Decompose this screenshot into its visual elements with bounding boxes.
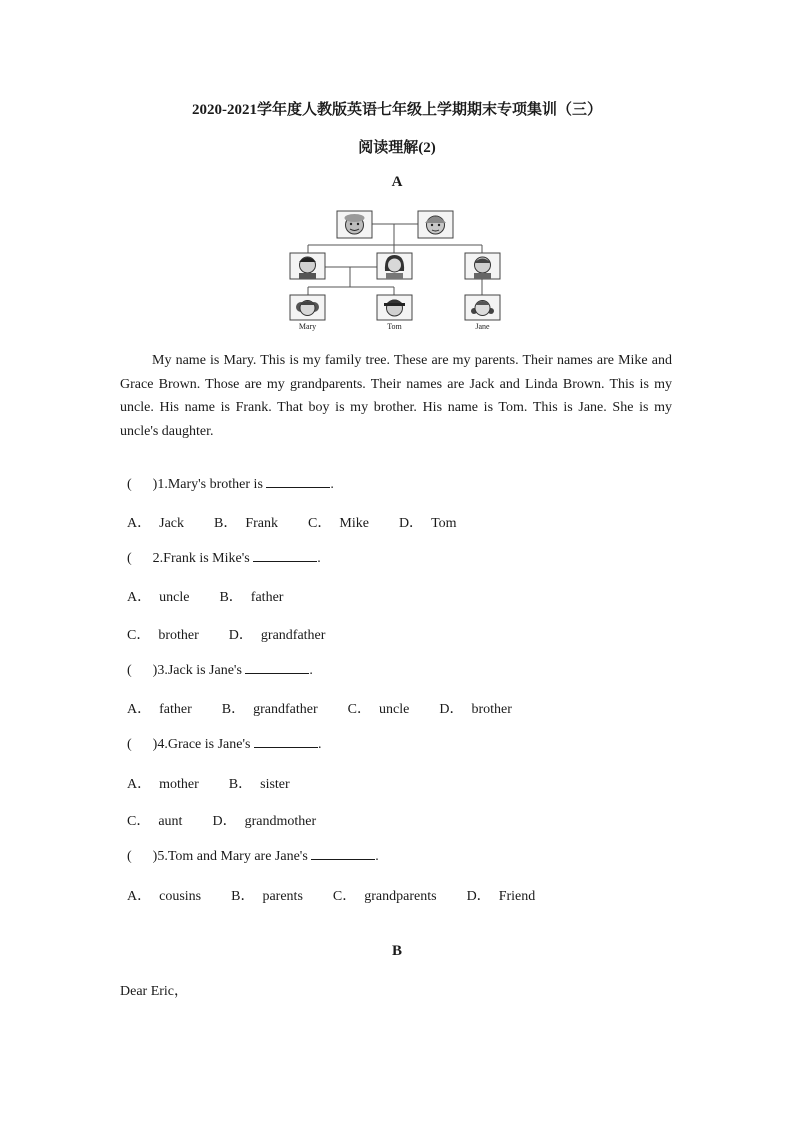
answer-bracket[interactable]: ( )	[127, 477, 158, 492]
question-3	[120, 645, 313, 679]
passage-text: My name is Mary. This is my family tree. These are my parents. Their names are Mike and Grace Brown. Those are my grandparents. Their names are Jack and Linda Brown. This is my uncle. His name is Frank. That boy is my brother. His name is Tom. This is Jane. She is my uncle's daughter.	[120, 353, 672, 439]
answer-bracket[interactable]: ( )	[127, 849, 158, 864]
option-d[interactable]: D． Tom	[398, 516, 457, 531]
option-b[interactable]: B． sister	[228, 777, 290, 792]
question-2	[120, 533, 321, 567]
section-b-heading: B	[391, 943, 402, 959]
option-c[interactable]: C． brother	[127, 628, 199, 643]
grandmother-portrait	[418, 211, 453, 238]
question-1-options	[120, 496, 487, 532]
answer-bracket[interactable]: (	[127, 551, 153, 566]
tree-label-jane: Jane	[475, 322, 490, 331]
tree-label-mary: Mary	[298, 322, 317, 331]
question-text: 1.Mary's brother is	[157, 477, 263, 492]
uncle-portrait	[465, 253, 500, 279]
question-5	[120, 831, 379, 865]
question-2-options-row-1	[120, 570, 313, 606]
question-text: 4.Grace is Jane's	[157, 737, 251, 752]
jane-portrait	[465, 295, 500, 320]
answer-blank[interactable]	[245, 661, 309, 674]
option-d[interactable]: D． grandmother	[212, 814, 317, 829]
grandfather-portrait	[337, 211, 372, 238]
question-2-options-row-2	[120, 608, 355, 644]
question-4-options-row-1	[120, 757, 320, 793]
answer-bracket[interactable]: ( )	[127, 663, 158, 678]
tom-portrait	[377, 295, 412, 320]
question-text: 2.Frank is Mike's	[152, 551, 250, 566]
question-end: .	[375, 849, 379, 864]
family-tree-figure	[280, 205, 510, 335]
reading-passage	[120, 349, 672, 443]
option-d[interactable]: D． Friend	[466, 889, 536, 904]
option-b[interactable]: B． Frank	[214, 516, 279, 531]
question-3-options	[120, 682, 542, 718]
mother-portrait	[377, 253, 412, 279]
option-c[interactable]: C． grandparents	[332, 889, 437, 904]
mary-portrait	[290, 295, 325, 320]
question-text: 5.Tom and Mary are Jane's	[157, 849, 308, 864]
answer-blank[interactable]	[254, 735, 318, 748]
option-c[interactable]: C． uncle	[347, 702, 410, 717]
question-end: .	[309, 663, 313, 678]
page-subtitle: 阅读理解(2)	[358, 140, 436, 156]
question-end: .	[317, 737, 322, 752]
option-b[interactable]: B． grandfather	[221, 702, 318, 717]
tree-label-tom: Tom	[387, 322, 402, 331]
option-c[interactable]: C． Mike	[308, 516, 369, 531]
answer-blank[interactable]	[253, 549, 317, 562]
page-title: 2020-2021学年度人教版英语七年级上学期期末专项集训（三）	[192, 102, 602, 118]
answer-bracket[interactable]: ( )	[127, 737, 158, 752]
question-end: .	[317, 551, 321, 566]
section-a-heading: A	[391, 174, 403, 190]
question-4	[120, 719, 321, 753]
father-portrait	[290, 253, 325, 279]
question-text: 3.Jack is Jane's	[157, 663, 242, 678]
question-end: .	[330, 477, 334, 492]
question-1	[120, 459, 334, 493]
option-a[interactable]: A． cousins	[127, 889, 202, 904]
option-a[interactable]: A． Jack	[127, 516, 185, 531]
letter-greeting: Dear Eric，	[120, 984, 189, 999]
option-b[interactable]: B． parents	[231, 889, 303, 904]
question-4-options-row-2	[120, 794, 346, 830]
option-d[interactable]: D． brother	[439, 702, 512, 717]
option-d[interactable]: D． grandfather	[228, 628, 326, 643]
option-a[interactable]: A． uncle	[127, 590, 190, 605]
question-5-options	[120, 869, 565, 905]
option-b[interactable]: B． father	[219, 590, 284, 605]
option-a[interactable]: A． father	[127, 702, 192, 717]
answer-blank[interactable]	[311, 847, 375, 860]
answer-blank[interactable]	[266, 475, 330, 488]
option-c[interactable]: C． aunt	[127, 814, 183, 829]
option-a[interactable]: A． mother	[127, 777, 199, 792]
